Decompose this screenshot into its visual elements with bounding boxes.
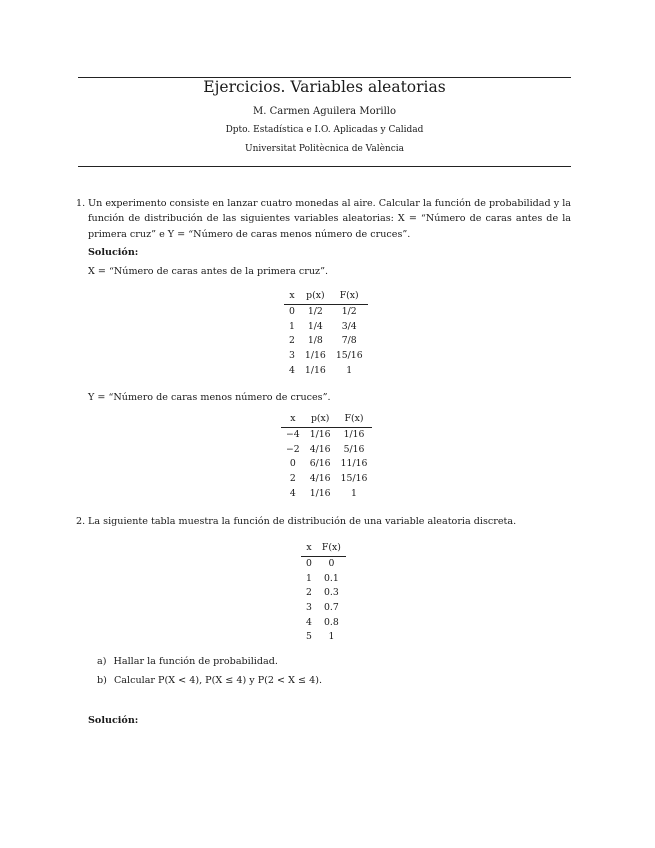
table-row (281, 427, 372, 442)
table-cell: 2 (289, 335, 295, 347)
table-cell: 15/16 (340, 473, 368, 485)
table-cell: 1/16 (304, 350, 326, 362)
table-cell: 4 (289, 364, 295, 376)
exercise-1-number: 1. (76, 198, 86, 209)
table-cell: 0 (289, 306, 295, 318)
table-cell: 6/16 (309, 458, 331, 470)
table-cell: 4/16 (309, 443, 331, 455)
table-cell: 2 (306, 587, 312, 599)
item-a-text: Hallar la función de probabilidad. (113, 656, 278, 667)
bottom-rule (78, 166, 571, 167)
table-cell: 0 (328, 558, 335, 570)
table-cell: 1/2 (307, 306, 323, 318)
table-row (284, 363, 368, 378)
table-cell: 4 (306, 616, 312, 628)
department: Dpto. Estadística e I.O. Aplicadas y Calidad (225, 125, 424, 135)
table-cell: 1 (289, 320, 295, 332)
table-row (281, 472, 372, 487)
item-b (97, 673, 322, 688)
author: M. Carmen Aguilera Morillo (253, 106, 396, 117)
document-title: Ejercicios. Variables aleatorias (203, 78, 446, 96)
table-cell: 0 (306, 558, 312, 570)
table-cell: 1 (346, 364, 353, 376)
table-header-cell: F(x) (331, 289, 368, 304)
table-row (301, 586, 346, 601)
table-cell: 3 (289, 350, 295, 362)
table-cell: 1/2 (341, 306, 357, 318)
table-cell: 4 (289, 487, 296, 499)
table-cell: 0.7 (324, 602, 339, 614)
table-row (284, 334, 368, 349)
item-b-label: b) (97, 675, 107, 686)
table-cell: 11/16 (340, 458, 368, 470)
exercise-2-statement: La siguiente tabla muestra la función de distribución de una variable aleatoria discreta. (88, 516, 517, 527)
table-header-cell: x (281, 412, 305, 427)
university: Universitat Politècnica de València (245, 144, 404, 154)
item-a (97, 654, 278, 669)
table-row (284, 304, 368, 319)
table-cell: 5/16 (343, 443, 365, 455)
exercise-2-solution-label: Solución: (88, 715, 139, 726)
exercise-1-statement: Un experimento consiste en lanzar cuatro monedas al aire. Calcular la función de probabilidad y la función de distribución de las siguientes variables aleatorias: X = “Número de caras antes de la primera cruz” e Y = “Número de caras menos número de cruces”. (88, 198, 571, 240)
table-row (281, 442, 372, 457)
table-cell: 1/4 (307, 320, 323, 332)
table-cell: 1 (306, 572, 312, 584)
table-cell: 1/16 (304, 364, 326, 376)
exercise-2-number: 2. (76, 516, 86, 527)
table-cell: 1/8 (307, 335, 323, 347)
table-row (281, 457, 372, 472)
table-cell: 7/8 (341, 335, 357, 347)
table-row (301, 571, 346, 586)
table-y-distribution (281, 412, 372, 501)
table-header-row (281, 412, 372, 427)
table-row (301, 630, 346, 645)
exercise-1-x-definition: X = “Número de caras antes de la primera cruz”. (88, 266, 329, 277)
exercise-1-solution-label: Solución: (88, 247, 139, 258)
exercise-1-y-definition: Y = “Número de caras menos número de cruces”. (88, 392, 331, 403)
table-cell: 5 (306, 631, 312, 643)
table-header-cell: F(x) (336, 412, 373, 427)
table-row (284, 319, 368, 334)
table-cell: 1/16 (309, 429, 331, 441)
table-cell: 15/16 (335, 350, 363, 362)
item-b-text: Calcular P(X < 4), P(X ≤ 4) y P(2 < X ≤ 4). (113, 675, 323, 686)
table-header-cell: F(x) (317, 541, 346, 556)
table-cumulative-distribution (301, 541, 346, 645)
table-cell: 0.3 (324, 587, 339, 599)
table-header-cell: p(x) (305, 412, 336, 427)
table-cell: 2 (289, 473, 296, 485)
table-cell: 1/16 (343, 429, 365, 441)
table-cell: 1 (328, 631, 335, 643)
table-header-row (284, 289, 368, 304)
table-cell: −2 (286, 443, 300, 455)
table-cell: 0.8 (324, 616, 339, 628)
table-cell: 1/16 (309, 487, 331, 499)
table-header-cell: p(x) (300, 289, 331, 304)
table-cell: 1 (351, 487, 357, 499)
table-header-cell: x (301, 541, 317, 556)
table-header-row (301, 541, 346, 556)
table-row (301, 601, 346, 616)
table-row (284, 349, 368, 364)
table-row (301, 556, 346, 571)
table-cell: 3/4 (341, 320, 357, 332)
table-row (281, 486, 372, 501)
table-cell: 0.1 (324, 572, 339, 584)
table-cell: −4 (286, 429, 300, 441)
table-header-cell: x (284, 289, 300, 304)
table-row (301, 615, 346, 630)
table-cell: 3 (306, 602, 312, 614)
table-cell: 4/16 (309, 473, 331, 485)
table-cell: 0 (289, 458, 296, 470)
item-a-label: a) (97, 656, 107, 667)
table-x-distribution (284, 289, 368, 378)
